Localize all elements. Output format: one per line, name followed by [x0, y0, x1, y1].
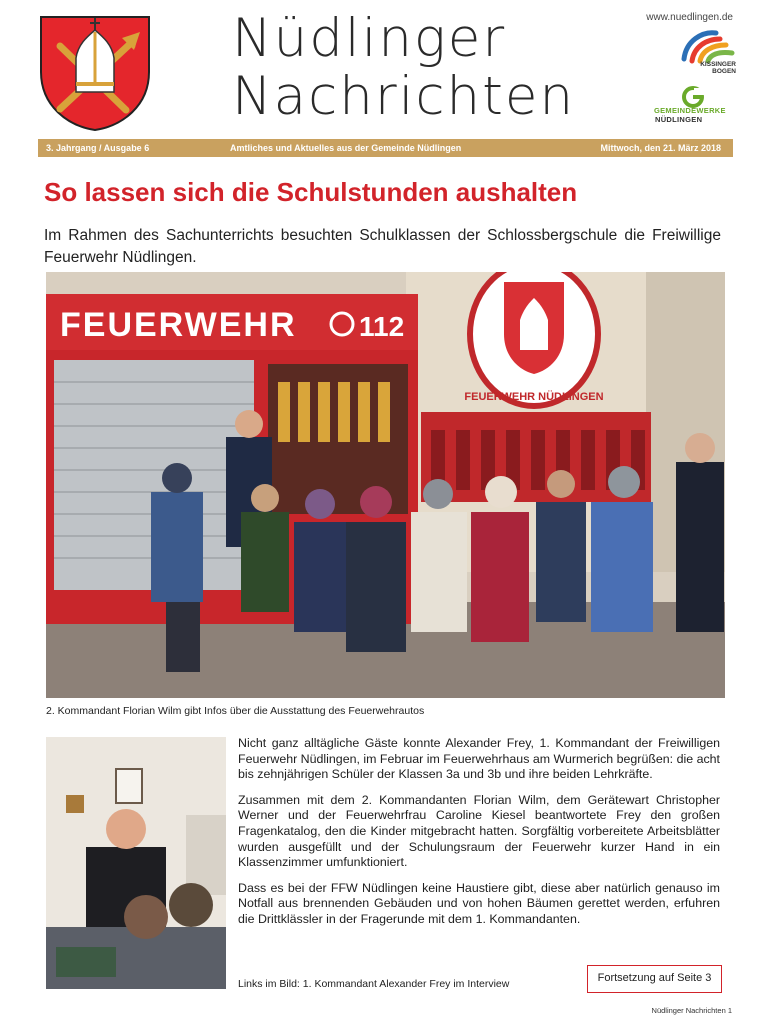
tagline: Amtliches und Aktuelles aus der Gemeinde Nüdlingen — [230, 143, 462, 153]
continued-on-page-link[interactable]: Fortsetzung auf Seite 3 — [587, 965, 722, 993]
article-paragraph-3: Dass es bei der FFW Nüdlingen keine Haustiere gibt, diese aber natürlich genauso im Notfall aus brennenden Gebäuden und von hohen Bäumen gerettet werden, erfuhren die Drittklässler in der Fragerunde mit dem 1. Kommandanten. — [238, 880, 720, 926]
truck-label: FEUERWEHR — [60, 306, 297, 344]
main-photo-fire-truck — [46, 272, 725, 698]
truck-number: 112 — [359, 311, 405, 342]
municipal-crest-logo — [38, 14, 152, 132]
gemeindewerke-location: NÜDLINGEN — [655, 115, 703, 124]
main-photo-caption: 2. Kommandant Florian Wilm gibt Infos über die Ausstattung des Feuerwehrautos — [46, 705, 425, 717]
interview-photo-caption: Links im Bild: 1. Kommandant Alexander Frey im Interview — [238, 978, 510, 990]
gemeindewerke-wordmark: GEMEINDEWERKE — [654, 106, 726, 115]
issue-date: Mittwoch, den 21. März 2018 — [600, 143, 721, 153]
article-body — [238, 736, 720, 938]
article-paragraph-1: Nicht ganz alltägliche Gäste konnte Alexander Frey, 1. Kommandant der Freiwilligen Feuerwehr Nüdlingen, im Februar im Feuerwehrhaus am Wurmerich begrüßen: die acht bis zehnjährigen Schüler der Klassen 3a und 3b und ihre beiden Lehrkräfte. — [238, 736, 720, 782]
interview-photo — [46, 737, 226, 989]
website-link[interactable]: www.nuedlingen.de — [646, 12, 733, 23]
issue-number: 3. Jahrgang / Ausgabe 6 — [46, 143, 150, 153]
article-lede: Im Rahmen des Sachunterrichts besuchten Schulklassen der Schlossbergschule die Freiwillige Feuerwehr Nüdlingen. — [44, 227, 721, 266]
article-paragraph-2: Zusammen mit dem 2. Kommandanten Florian Wilm, dem Gerätewart Christopher Werner und der Feuerwehrfrau Caroline Kiesel beantwortete Frey den großen Fragenkatalog, den die Kinder mitgebracht hatten. Sorgfältig vorbereitete Arbeitsblätter wurden ausgefüllt und der Schulungsraum der Feuerwehr kurzer Hand in ein Klassenzimmer umfunktioniert. — [238, 792, 720, 870]
svg-text:FEUERWEHR NÜDLINGEN: FEUERWEHR NÜDLINGEN — [464, 391, 604, 403]
masthead-title: Nüdlinger Nachrichten — [232, 8, 576, 127]
kissinger-bogen-wordmark: KISSINGER BOGEN — [700, 61, 736, 75]
article-headline: So lassen sich die Schulstunden aushalten — [44, 177, 578, 207]
page-footer: Nüdlinger Nachrichten 1 — [651, 1006, 732, 1015]
gemeindewerke-logo-icon — [682, 86, 704, 108]
issue-info-band — [38, 139, 733, 157]
